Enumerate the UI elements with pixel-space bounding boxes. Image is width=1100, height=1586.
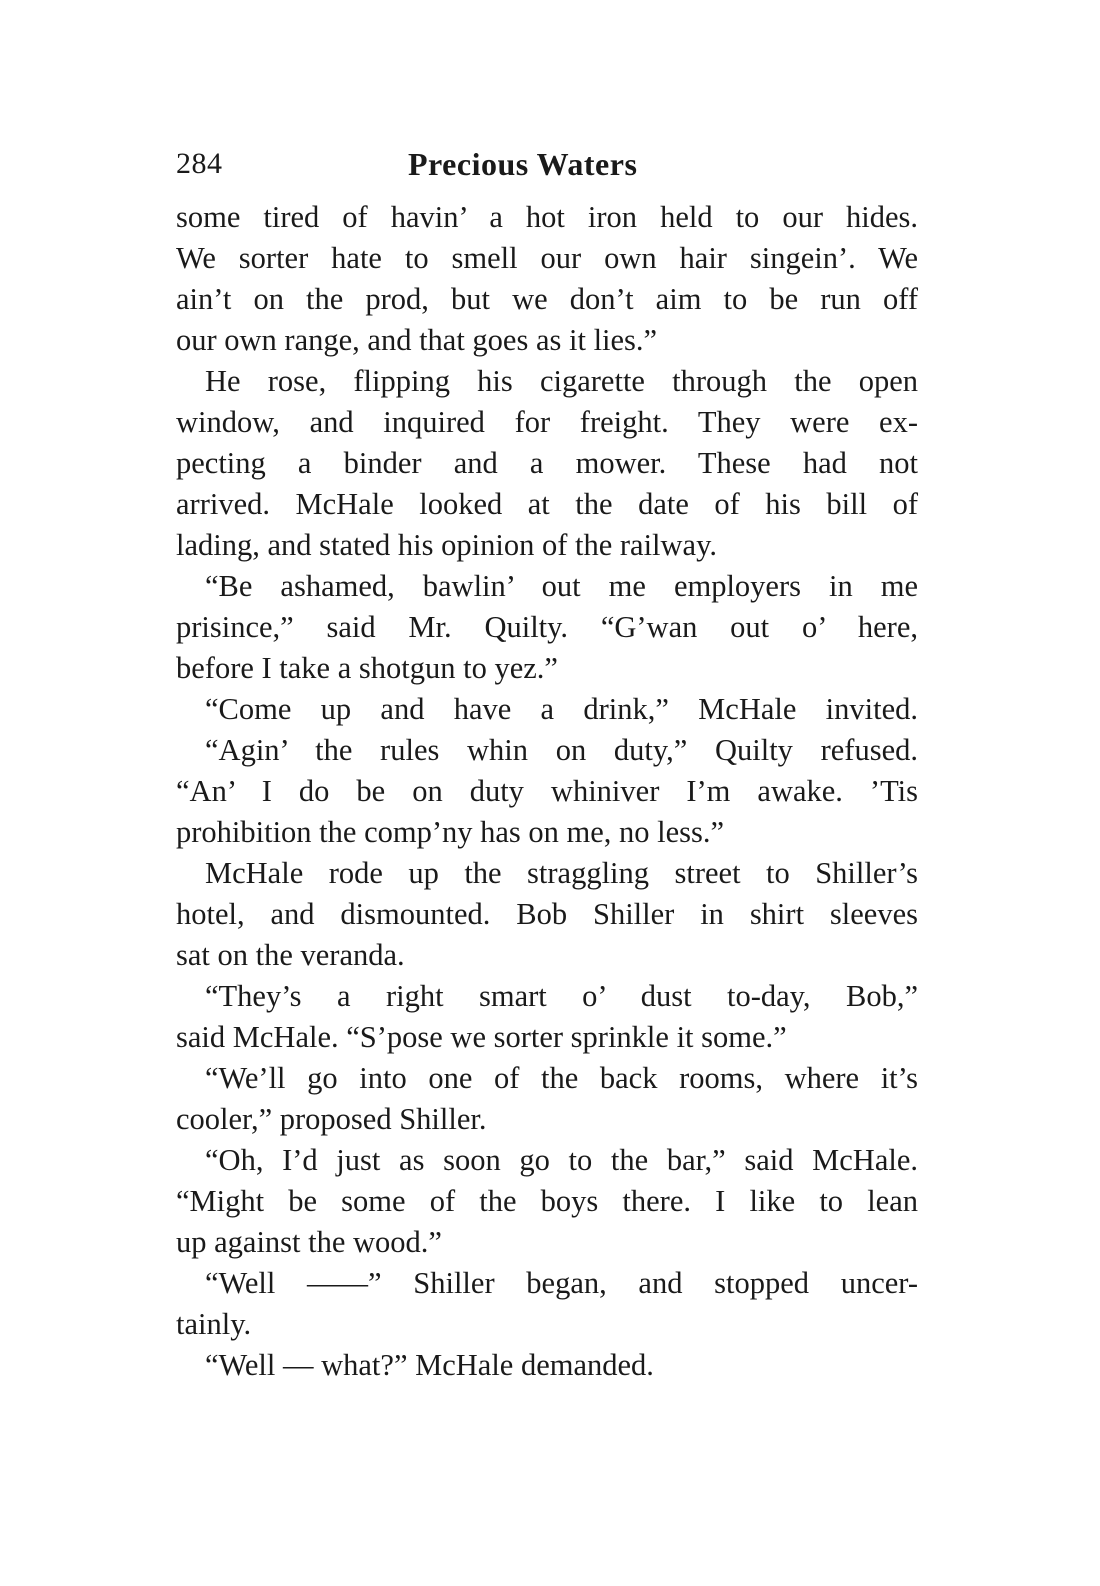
text-line: He rose, flipping his cigarette through the open bbox=[205, 364, 918, 398]
text-line: cooler,” proposed Shiller. bbox=[176, 1102, 487, 1136]
running-title: Precious Waters bbox=[408, 146, 638, 182]
text-line: McHale rode up the straggling street to Shiller’s bbox=[205, 856, 918, 890]
text-line: sat on the veranda. bbox=[176, 938, 405, 972]
text-line: our own range, and that goes as it lies.” bbox=[176, 323, 658, 357]
text-line: “Well ——” Shiller began, and stopped uncer- bbox=[205, 1266, 918, 1300]
text-line: up against the wood.” bbox=[176, 1225, 442, 1259]
text-line: “Oh, I’d just as soon go to the bar,” said McHale. bbox=[205, 1143, 918, 1177]
text-line: ain’t on the prod, but we don’t aim to be run off bbox=[176, 282, 918, 316]
text-line: before I take a shotgun to yez.” bbox=[176, 651, 558, 685]
text-line: “Come up and have a drink,” McHale invited. bbox=[205, 692, 918, 726]
page-number: 284 bbox=[176, 147, 223, 180]
text-line: We sorter hate to smell our own hair singein’. We bbox=[176, 241, 918, 275]
text-line: “Might be some of the boys there. I like to lean bbox=[176, 1184, 918, 1218]
text-line: “They’s a right smart o’ dust to-day, Bob,” bbox=[205, 979, 918, 1013]
text-line: tainly. bbox=[176, 1307, 252, 1341]
text-line: pecting a binder and a mower. These had not bbox=[176, 446, 918, 480]
text-line: arrived. McHale looked at the date of his bill of bbox=[176, 487, 918, 521]
text-line: “Well — what?” McHale demanded. bbox=[205, 1348, 654, 1382]
text-line: prisince,” said Mr. Quilty. “G’wan out o’ here, bbox=[176, 610, 918, 644]
page-header bbox=[176, 140, 916, 188]
text-line: hotel, and dismounted. Bob Shiller in shirt sleeves bbox=[176, 897, 918, 931]
text-line: “We’ll go into one of the back rooms, where it’s bbox=[205, 1061, 918, 1095]
text-line: prohibition the comp’ny has on me, no less.” bbox=[176, 815, 725, 849]
text-line: lading, and stated his opinion of the railway. bbox=[176, 528, 717, 562]
text-line: “Agin’ the rules whin on duty,” Quilty refused. bbox=[205, 733, 918, 767]
text-line: “An’ I do be on duty whiniver I’m awake. ’Tis bbox=[176, 774, 918, 808]
text-line: said McHale. “S’pose we sorter sprinkle it some.” bbox=[176, 1020, 787, 1054]
text-line: some tired of havin’ a hot iron held to our hides. bbox=[176, 200, 918, 234]
text-line: “Be ashamed, bawlin’ out me employers in me bbox=[205, 569, 918, 603]
body-text bbox=[176, 197, 918, 1386]
text-line: window, and inquired for freight. They were ex- bbox=[176, 405, 918, 439]
